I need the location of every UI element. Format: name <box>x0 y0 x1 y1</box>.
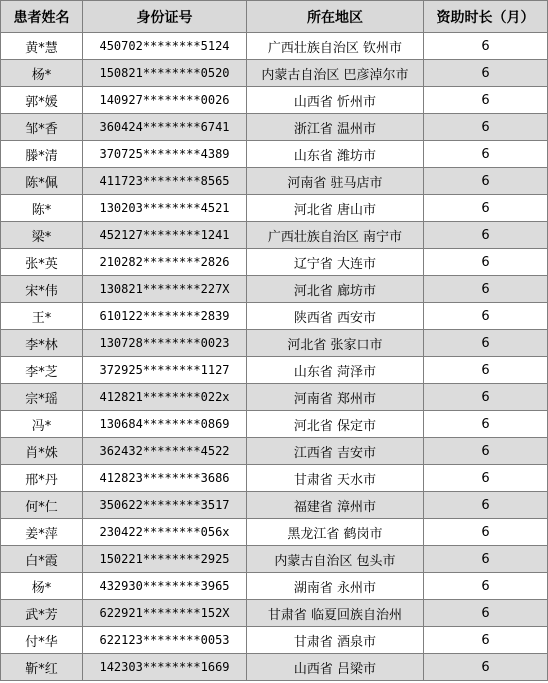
patient-name-cell: 白*霞 <box>1 546 83 573</box>
patient-name-cell: 邹*香 <box>1 114 83 141</box>
funding-months-cell: 6 <box>424 249 548 276</box>
id-number-cell: 411723********8565 <box>83 168 247 195</box>
id-number-cell: 230422********056x <box>83 519 247 546</box>
id-number-cell: 450702********5124 <box>83 33 247 60</box>
table-row <box>1 222 548 249</box>
id-number-cell: 452127********1241 <box>83 222 247 249</box>
id-number-cell: 370725********4389 <box>83 141 247 168</box>
table-row <box>1 519 548 546</box>
table-row <box>1 654 548 681</box>
region-cell: 河北省 廊坊市 <box>247 276 424 303</box>
header-region: 所在地区 <box>247 1 424 33</box>
patient-name-cell: 李*芝 <box>1 357 83 384</box>
funding-months-cell: 6 <box>424 114 548 141</box>
table-row <box>1 195 548 222</box>
patient-name-cell: 黄*慧 <box>1 33 83 60</box>
id-number-cell: 432930********3965 <box>83 573 247 600</box>
patient-name-cell: 肖*姝 <box>1 438 83 465</box>
region-cell: 辽宁省 大连市 <box>247 249 424 276</box>
table-row <box>1 465 548 492</box>
funding-months-cell: 6 <box>424 222 548 249</box>
funding-months-cell: 6 <box>424 33 548 60</box>
table-row <box>1 438 548 465</box>
funding-months-cell: 6 <box>424 600 548 627</box>
region-cell: 黑龙江省 鹤岗市 <box>247 519 424 546</box>
table-row <box>1 546 548 573</box>
table-row <box>1 60 548 87</box>
table-row <box>1 384 548 411</box>
patient-name-cell: 李*林 <box>1 330 83 357</box>
patient-name-cell: 陈*佩 <box>1 168 83 195</box>
id-number-cell: 412823********3686 <box>83 465 247 492</box>
region-cell: 河南省 郑州市 <box>247 384 424 411</box>
patient-name-cell: 宗*瑶 <box>1 384 83 411</box>
table-row <box>1 627 548 654</box>
header-patient-name: 患者姓名 <box>1 1 83 33</box>
table-row <box>1 600 548 627</box>
header-id-number: 身份证号 <box>83 1 247 33</box>
patient-name-cell: 陈* <box>1 195 83 222</box>
region-cell: 甘肃省 临夏回族自治州 <box>247 600 424 627</box>
funding-months-cell: 6 <box>424 654 548 681</box>
region-cell: 浙江省 温州市 <box>247 114 424 141</box>
table-row <box>1 573 548 600</box>
region-cell: 湖南省 永州市 <box>247 573 424 600</box>
header-funding-months: 资助时长（月） <box>424 1 548 33</box>
funding-months-cell: 6 <box>424 465 548 492</box>
region-cell: 广西壮族自治区 钦州市 <box>247 33 424 60</box>
funding-months-cell: 6 <box>424 330 548 357</box>
funding-months-cell: 6 <box>424 357 548 384</box>
patient-name-cell: 杨* <box>1 60 83 87</box>
region-cell: 福建省 漳州市 <box>247 492 424 519</box>
region-cell: 广西壮族自治区 南宁市 <box>247 222 424 249</box>
region-cell: 河北省 唐山市 <box>247 195 424 222</box>
id-number-cell: 412821********022x <box>83 384 247 411</box>
patient-name-cell: 邢*丹 <box>1 465 83 492</box>
funding-months-cell: 6 <box>424 411 548 438</box>
id-number-cell: 130728********0023 <box>83 330 247 357</box>
id-number-cell: 360424********6741 <box>83 114 247 141</box>
table-row <box>1 357 548 384</box>
funding-months-cell: 6 <box>424 141 548 168</box>
patient-name-cell: 梁* <box>1 222 83 249</box>
id-number-cell: 130203********4521 <box>83 195 247 222</box>
table-row <box>1 330 548 357</box>
funding-months-cell: 6 <box>424 438 548 465</box>
patient-name-cell: 王* <box>1 303 83 330</box>
patient-name-cell: 姜*萍 <box>1 519 83 546</box>
patient-name-cell: 冯* <box>1 411 83 438</box>
id-number-cell: 150221********2925 <box>83 546 247 573</box>
id-number-cell: 362432********4522 <box>83 438 247 465</box>
id-number-cell: 150821********0520 <box>83 60 247 87</box>
table-row <box>1 492 548 519</box>
funding-months-cell: 6 <box>424 195 548 222</box>
patient-name-cell: 滕*清 <box>1 141 83 168</box>
table-row <box>1 141 548 168</box>
region-cell: 山东省 潍坊市 <box>247 141 424 168</box>
region-cell: 甘肃省 天水市 <box>247 465 424 492</box>
table-row <box>1 33 548 60</box>
table-row <box>1 276 548 303</box>
id-number-cell: 142303********1669 <box>83 654 247 681</box>
table-row <box>1 303 548 330</box>
funding-months-cell: 6 <box>424 276 548 303</box>
funding-months-cell: 6 <box>424 303 548 330</box>
table-header <box>1 1 548 33</box>
funding-months-cell: 6 <box>424 60 548 87</box>
patient-name-cell: 杨* <box>1 573 83 600</box>
patient-name-cell: 何*仁 <box>1 492 83 519</box>
funding-months-cell: 6 <box>424 519 548 546</box>
id-number-cell: 622921********152X <box>83 600 247 627</box>
funding-months-cell: 6 <box>424 492 548 519</box>
header-row <box>1 1 548 33</box>
region-cell: 河北省 张家口市 <box>247 330 424 357</box>
id-number-cell: 210282********2826 <box>83 249 247 276</box>
id-number-cell: 622123********0053 <box>83 627 247 654</box>
id-number-cell: 140927********0026 <box>83 87 247 114</box>
funding-months-cell: 6 <box>424 573 548 600</box>
patient-name-cell: 宋*伟 <box>1 276 83 303</box>
region-cell: 内蒙古自治区 巴彦淖尔市 <box>247 60 424 87</box>
table-row <box>1 411 548 438</box>
region-cell: 山东省 菏泽市 <box>247 357 424 384</box>
region-cell: 江西省 吉安市 <box>247 438 424 465</box>
id-number-cell: 372925********1127 <box>83 357 247 384</box>
funding-months-cell: 6 <box>424 87 548 114</box>
patient-name-cell: 张*英 <box>1 249 83 276</box>
patient-name-cell: 靳*红 <box>1 654 83 681</box>
table-row <box>1 114 548 141</box>
id-number-cell: 610122********2839 <box>83 303 247 330</box>
table-row <box>1 249 548 276</box>
id-number-cell: 130821********227X <box>83 276 247 303</box>
region-cell: 陕西省 西安市 <box>247 303 424 330</box>
region-cell: 山西省 吕梁市 <box>247 654 424 681</box>
region-cell: 甘肃省 酒泉市 <box>247 627 424 654</box>
patient-name-cell: 郭*媛 <box>1 87 83 114</box>
region-cell: 山西省 忻州市 <box>247 87 424 114</box>
table-row <box>1 87 548 114</box>
funding-months-cell: 6 <box>424 168 548 195</box>
table-body <box>1 33 548 681</box>
region-cell: 河南省 驻马店市 <box>247 168 424 195</box>
funding-months-cell: 6 <box>424 546 548 573</box>
region-cell: 河北省 保定市 <box>247 411 424 438</box>
table-row <box>1 168 548 195</box>
funding-months-cell: 6 <box>424 627 548 654</box>
id-number-cell: 350622********3517 <box>83 492 247 519</box>
region-cell: 内蒙古自治区 包头市 <box>247 546 424 573</box>
id-number-cell: 130684********0869 <box>83 411 247 438</box>
funding-months-cell: 6 <box>424 384 548 411</box>
patient-name-cell: 付*华 <box>1 627 83 654</box>
patient-name-cell: 武*芳 <box>1 600 83 627</box>
